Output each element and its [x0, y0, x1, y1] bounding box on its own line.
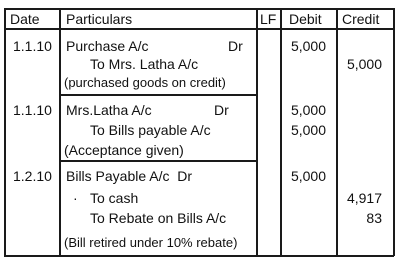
header-debit: Debit [289, 11, 322, 27]
entry-1-credit-account: To Mrs. Latha A/c [90, 56, 199, 72]
entry-2-date: 1.1.10 [13, 102, 52, 118]
entry-separator-1 [59, 94, 257, 96]
entry-3-narration: (Bill retired under 10% rebate) [64, 235, 238, 250]
header-particulars: Particulars [66, 11, 133, 27]
entry-1-dr-mark: Dr [228, 38, 243, 54]
header-lf: LF [260, 11, 277, 27]
entry-3-credit-account-1: To cash [90, 190, 139, 206]
entry-3-credit-amount-2: 83 [366, 210, 382, 226]
entry-1-narration: (purchased goods on credit) [64, 75, 226, 90]
divider-date [59, 8, 61, 256]
entry-3-debit-account: Bills Payable A/c Dr [66, 168, 193, 184]
entry-2-dr-mark: Dr [214, 102, 229, 118]
entry-2-narration: (Acceptance given) [64, 142, 184, 158]
border-right [393, 8, 395, 256]
entry-3-credit-amount-1: 4,917 [346, 190, 382, 206]
entry-1-credit-amount: 5,000 [346, 56, 382, 72]
header-date: Date [10, 11, 40, 27]
entry-3-date: 1.2.10 [13, 168, 52, 184]
entry-3-credit-account-2: To Rebate on Bills A/c [90, 210, 227, 226]
border-left [4, 8, 6, 256]
entry-3-debit-amount: 5,000 [290, 168, 326, 184]
entry-3-dot: · [73, 190, 78, 206]
entry-1-debit-account: Purchase A/c [66, 38, 149, 54]
divider-particulars [256, 8, 258, 256]
divider-lf [280, 8, 282, 256]
entry-2-debit-amount-2: 5,000 [290, 122, 326, 138]
header-credit: Credit [342, 11, 380, 27]
header-rule [4, 28, 394, 30]
entry-2-credit-account: To Bills payable A/c [90, 122, 211, 138]
entry-1-date: 1.1.10 [13, 38, 52, 54]
entry-1-debit-amount: 5,000 [290, 38, 326, 54]
entry-2-debit-amount-1: 5,000 [290, 102, 326, 118]
entry-2-debit-account: Mrs.Latha A/c [66, 102, 152, 118]
entry-separator-2 [59, 160, 257, 162]
